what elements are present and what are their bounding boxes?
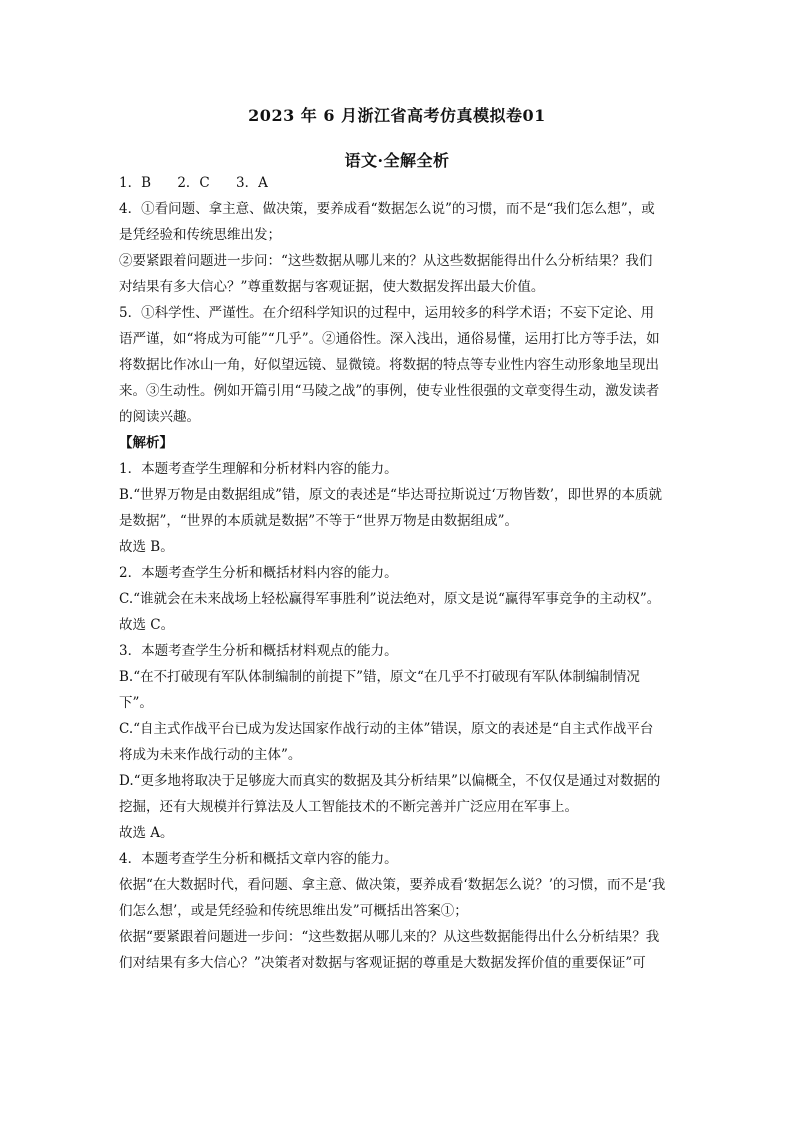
text-line: 将数据比作冰山一角，好似望远镜、显微镜。将数据的特点等专业性内容生动形象地呈现出 <box>119 357 659 373</box>
document-subtitle: 语文·全解全析 <box>344 151 450 170</box>
text-line: 故选 A。 <box>119 825 174 841</box>
document-body <box>119 170 677 976</box>
document-title: 2023 年 6 月浙江省高考仿真模拟卷01 <box>248 106 546 125</box>
text-line: B.“世界万物是由数据组成”错，原文的表述是“毕达哥拉斯说过‘万物皆数’，即世界的本质就 <box>119 487 662 503</box>
text-line: B.“在不打破现有军队体制编制的前提下”错，原文“在几乎不打破现有军队体制编制情况 <box>119 669 640 685</box>
text-line: 们对结果有多大信心？”决策者对数据与客观证据的尊重是大数据发挥价值的重要保证”可 <box>119 955 646 971</box>
text-line: 是数据”，“世界的本质就是数据”不等于“世界万物是由数据组成”。 <box>119 513 519 529</box>
answer-1: 1．B <box>119 175 152 191</box>
text-line: 故选 C。 <box>119 617 175 633</box>
text-line: 的阅读兴趣。 <box>119 409 200 425</box>
text-line: C.“谁就会在未来战场上轻松赢得军事胜利”说法绝对，原文是说“赢得军事竞争的主动权”。 <box>119 591 661 607</box>
answer-row <box>119 170 677 196</box>
text-line: 4．①看问题、拿主意、做决策，要养成看“数据怎么说”的习惯，而不是“我们怎么想”，或 <box>119 201 655 217</box>
text-line: 5．①科学性、严谨性。在介绍科学知识的过程中，运用较多的科学术语；不妄下定论、用 <box>119 305 655 321</box>
text-line: 们怎么想’，或是凭经验和传统思维出发”可概括出答案①； <box>119 903 468 919</box>
answer-2: 2．C <box>177 175 210 191</box>
answer-3: 3．A <box>236 175 268 191</box>
text-line: 来。③生动性。例如开篇引用“马陵之战”的事例，使专业性很强的文章变得生动，激发读者 <box>119 383 660 399</box>
text-line: D.“更多地将取决于足够庞大而真实的数据及其分析结果”以偏概全，不仅仅是通过对数据的 <box>119 773 661 789</box>
text-line: ②要紧跟着问题进一步问：“这些数据从哪儿来的？从这些数据能得出什么分析结果？我们 <box>119 253 653 269</box>
text-line: 4．本题考查学生分析和概括文章内容的能力。 <box>119 851 398 867</box>
text-line: 故选 B。 <box>119 539 174 555</box>
text-line: 是凭经验和传统思维出发； <box>119 227 281 243</box>
text-line: 对结果有多大信心？”尊重数据与客观证据，使大数据发挥出最大价值。 <box>119 279 545 295</box>
text-line: 依据“要紧跟着问题进一步问：“这些数据从哪儿来的？从这些数据能得出什么分析结果？我 <box>119 929 660 945</box>
text-line: 依据“在大数据时代，看问题、拿主意、做决策，要养成看‘数据怎么说？’的习惯，而不是‘我 <box>119 877 666 893</box>
text-line: 3．本题考查学生分析和概括材料观点的能力。 <box>119 643 398 659</box>
analysis-heading: 【解析】 <box>119 435 173 451</box>
text-line: 挖掘，还有大规模并行算法及人工智能技术的不断完善并广泛应用在军事上。 <box>119 799 578 815</box>
text-line: C.“自主式作战平台已成为发达国家作战行动的主体”错误，原文的表述是“自主式作战平台 <box>119 721 654 737</box>
text-line: 下”。 <box>119 695 153 711</box>
text-line: 语严谨，如“将成为可能”“几乎”。②通俗性。深入浅出，通俗易懂，运用打比方等手法，如 <box>119 331 660 347</box>
text-line: 将成为未来作战行动的主体”。 <box>119 747 302 763</box>
text-line: 2．本题考查学生分析和概括材料内容的能力。 <box>119 565 398 581</box>
text-line: 1．本题考查学生理解和分析材料内容的能力。 <box>119 461 398 477</box>
